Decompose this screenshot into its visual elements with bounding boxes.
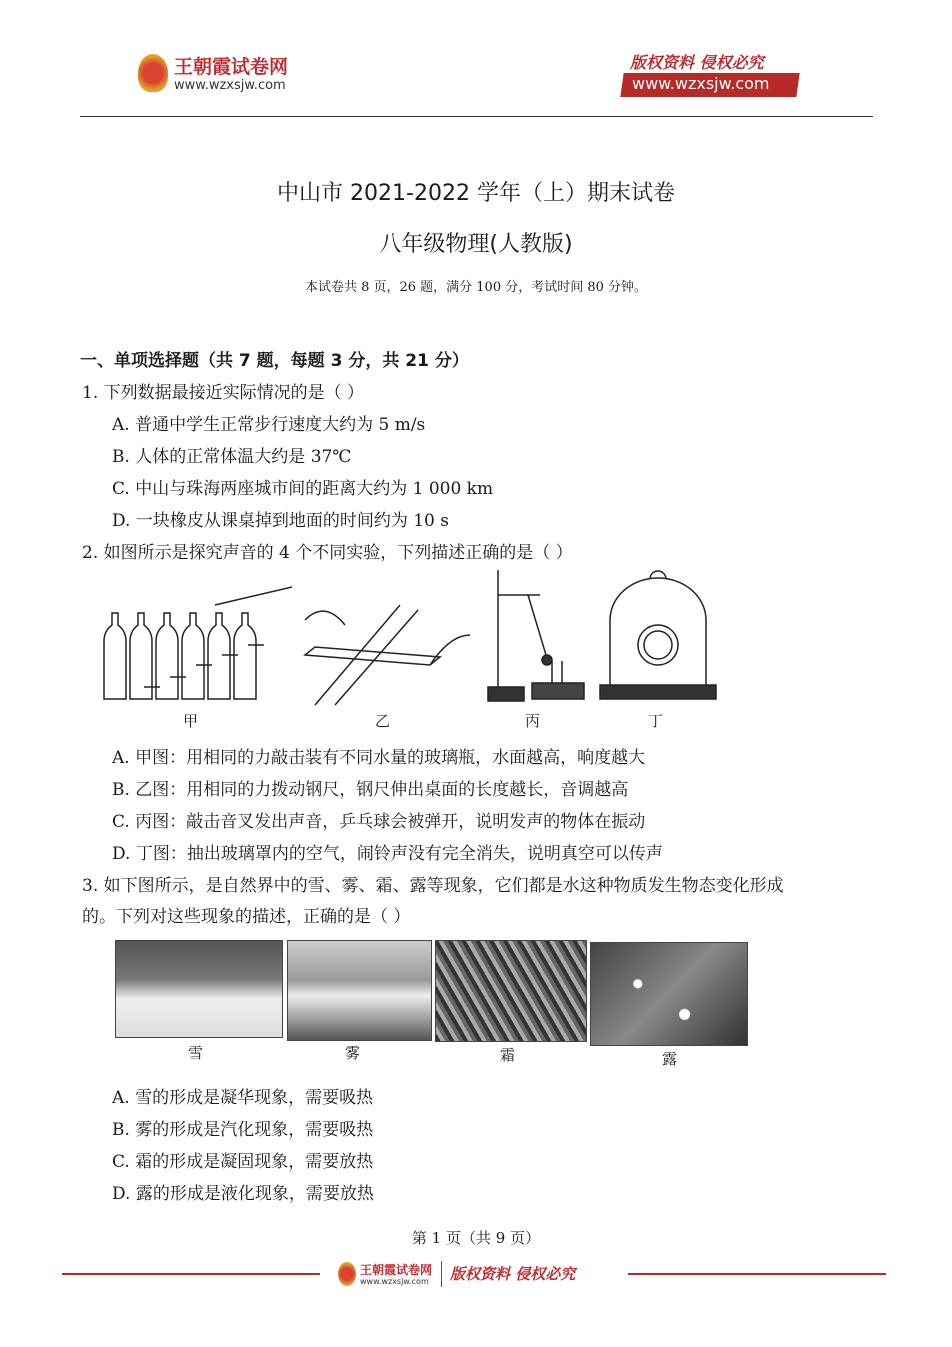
tuning-fork-illustration xyxy=(488,570,584,701)
dew-photo xyxy=(590,942,748,1046)
question-3-stem-continued: 的。下列对这些现象的描述，正确的是（ ） xyxy=(82,907,411,927)
q3-option-b: B. 雾的形成是汽化现象，需要吸热 xyxy=(112,1120,374,1140)
photo-label-dew: 露 xyxy=(662,1050,678,1068)
exam-note: 本试卷共 8 页，26 题，满分 100 分，考试时间 80 分钟。 xyxy=(304,280,648,295)
figure-label-jia: 甲 xyxy=(183,712,199,730)
ruler-illustration xyxy=(305,605,470,705)
q1-option-c: C. 中山与珠海两座城市间的距离大约为 1 000 km xyxy=(112,479,494,499)
medal-icon xyxy=(138,54,168,92)
fog-photo xyxy=(287,940,432,1041)
footer-logo-name: 王朝霞试卷网 xyxy=(360,1263,433,1277)
page-subtitle: 八年级物理(人教版) xyxy=(379,232,573,257)
q3-option-a: A. 雪的形成是凝华现象，需要吸热 xyxy=(112,1088,374,1108)
q2-option-c: C. 丙图：敲击音叉发出声音，乒乓球会被弹开，说明发声的物体在振动 xyxy=(112,812,646,832)
question-1-stem: 1. 下列数据最接近实际情况的是（ ） xyxy=(82,383,365,403)
bell-jar-illustration xyxy=(600,571,716,699)
frost-photo xyxy=(435,940,587,1042)
footer-logo-url: www.wzxsjw.com xyxy=(360,1277,429,1286)
photo-label-fog: 雾 xyxy=(345,1044,361,1062)
figure-label-bing: 丙 xyxy=(525,712,541,730)
header-divider xyxy=(80,116,873,117)
photo-label-snow: 雪 xyxy=(188,1044,204,1062)
page-title: 中山市 2021-2022 学年（上）期末试卷 xyxy=(277,181,675,206)
q2-option-d: D. 丁图：抽出玻璃罩内的空气，闹铃声没有完全消失，说明真空可以传声 xyxy=(112,844,663,864)
footer-medal-icon xyxy=(338,1262,356,1286)
sound-experiments-figure xyxy=(100,565,720,710)
q1-option-a: A. 普通中学生正常步行速度大约为 5 m/s xyxy=(112,415,426,435)
q2-option-a: A. 甲图：用相同的力敲击装有不同水量的玻璃瓶，水面越高，响度越大 xyxy=(112,748,646,768)
q3-option-c: C. 霜的形成是凝固现象，需要放热 xyxy=(112,1152,374,1172)
question-3-stem: 3. 如下图所示，是自然界中的雪、雾、霜、露等现象，它们都是水这种物质发生物态变化形成 xyxy=(82,876,784,896)
q1-option-d: D. 一块橡皮从课桌掉到地面的时间约为 10 s xyxy=(112,511,449,531)
logo-url: www.wzxsjw.com xyxy=(174,78,286,93)
url-banner-text: www.wzxsjw.com xyxy=(632,74,770,93)
copyright-notice: 版权资料 侵权必究 xyxy=(630,53,764,72)
q3-option-d: D. 露的形成是液化现象，需要放热 xyxy=(112,1184,374,1204)
q1-option-b: B. 人体的正常体温大约是 37℃ xyxy=(112,447,352,467)
snow-photo xyxy=(115,940,283,1038)
logo-name: 王朝霞试卷网 xyxy=(174,56,289,78)
footer-line-right xyxy=(628,1273,886,1275)
bottles-illustration xyxy=(104,587,292,699)
q2-option-b: B. 乙图：用相同的力拨动钢尺，钢尺伸出桌面的长度越长，音调越高 xyxy=(112,780,629,800)
section-heading: 一、单项选择题（共 7 题，每题 3 分，共 21 分） xyxy=(80,351,469,371)
question-2-stem: 2. 如图所示是探究声音的 4 个不同实验，下列描述正确的是（ ） xyxy=(82,543,573,563)
footer-copyright: 版权资料 侵权必究 xyxy=(450,1265,576,1283)
photo-label-frost: 霜 xyxy=(500,1046,516,1064)
footer-separator xyxy=(441,1261,442,1287)
page-number: 第 1 页（共 9 页） xyxy=(411,1229,541,1247)
figure-label-ding: 丁 xyxy=(648,712,664,730)
footer-line-left xyxy=(62,1273,320,1275)
figure-label-yi: 乙 xyxy=(375,712,391,730)
